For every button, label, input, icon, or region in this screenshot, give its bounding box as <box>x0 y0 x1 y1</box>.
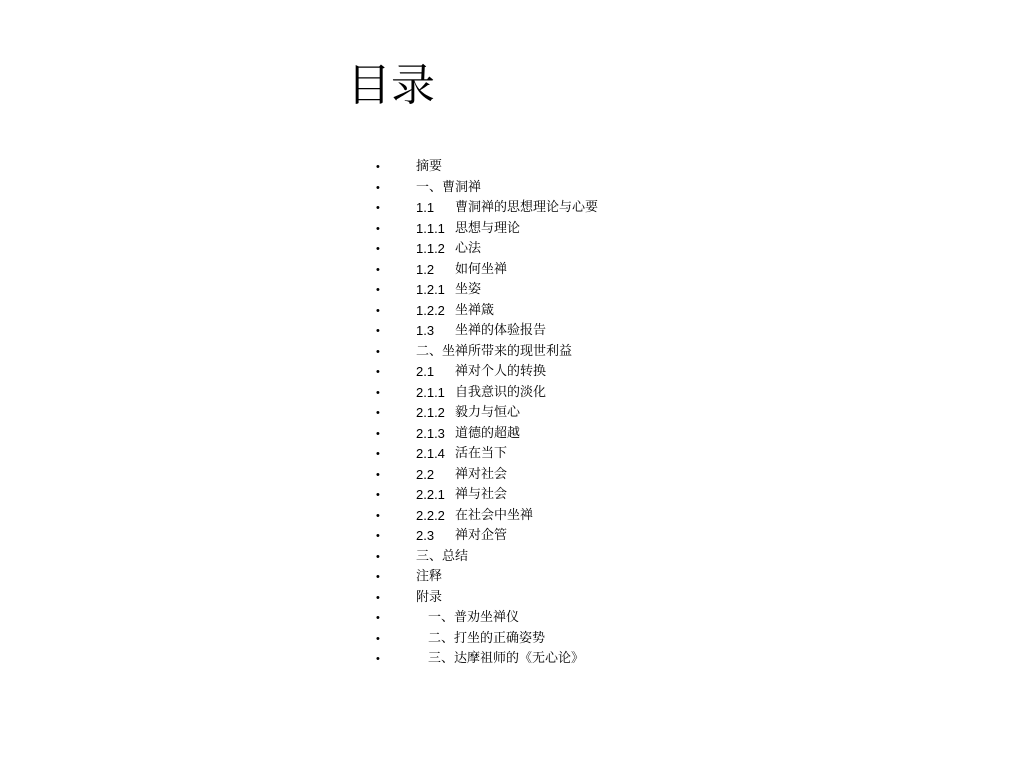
toc-entry-text: 二、坐禅所带来的现世利益 <box>416 343 573 359</box>
toc-entry-number: 1.1.2 <box>416 241 445 256</box>
toc-entry-text: 毅力与恒心 <box>455 405 521 420</box>
bullet-icon: • <box>376 407 380 419</box>
bullet-icon: • <box>376 161 380 173</box>
toc-entry-text: 注释 <box>416 569 443 584</box>
toc-entry-text: 禅对个人的转换 <box>455 364 547 379</box>
bullet-icon: • <box>376 489 380 501</box>
toc-entry-number: 1.2.2 <box>416 302 445 318</box>
bullet-icon: • <box>376 284 380 296</box>
bullet-icon: • <box>376 632 380 645</box>
toc-entry-text: 禅对社会 <box>455 466 508 482</box>
toc-entry-number: 1.3 <box>416 323 435 338</box>
toc-entry-text: 一、曹洞禅 <box>416 179 482 195</box>
toc-entry-text: 自我意识的淡化 <box>455 384 547 400</box>
toc-entry-number: 2.1.1 <box>416 384 445 400</box>
bullet-icon: • <box>376 243 380 255</box>
toc-entry-text: 坐禅箴 <box>455 302 495 318</box>
bullet-icon: • <box>376 222 380 235</box>
toc-entry-text: 一、普劝坐禅仪 <box>428 610 520 625</box>
toc-entry-text: 在社会中坐禅 <box>455 507 534 523</box>
toc-entry-number: 2.3 <box>416 528 435 543</box>
bullet-icon: • <box>376 345 380 358</box>
bullet-icon: • <box>376 366 380 378</box>
bullet-icon: • <box>376 509 380 522</box>
toc-entry-number: 1.2.1 <box>416 282 445 297</box>
toc-entry-text: 道德的超越 <box>455 425 521 441</box>
toc-entry-number: 2.2.1 <box>416 487 445 502</box>
bullet-icon: • <box>376 202 380 214</box>
toc-entry-text: 附录 <box>416 589 443 605</box>
bullet-icon: • <box>376 550 380 563</box>
toc-entry-text: 如何坐禅 <box>455 261 508 277</box>
toc-entry-number: 2.1.2 <box>416 405 445 420</box>
toc-entry-number: 2.2 <box>416 466 435 482</box>
toc-entry-number: 1.2 <box>416 261 435 277</box>
bullet-icon: • <box>376 263 380 276</box>
toc-entry-text: 摘要 <box>416 159 443 174</box>
bullet-icon: • <box>376 591 380 604</box>
toc-entry-number: 1.1 <box>416 200 435 215</box>
toc-entry-text: 思想与理论 <box>455 220 521 236</box>
toc-entry-number: 1.1.1 <box>416 220 445 236</box>
toc-entry-text: 曹洞禅的思想理论与心要 <box>455 200 599 215</box>
toc-entry-number: 2.2.2 <box>416 507 445 523</box>
toc-entry-number: 2.1.4 <box>416 446 445 461</box>
page-title: 目录 <box>347 60 435 111</box>
toc-entry-text: 三、达摩祖师的《无心论》 <box>428 651 585 666</box>
bullet-icon: • <box>376 325 380 337</box>
bullet-icon: • <box>376 448 380 460</box>
toc-entry-text: 活在当下 <box>455 446 508 461</box>
bullet-icon: • <box>376 612 380 624</box>
bullet-icon: • <box>376 530 380 542</box>
bullet-icon: • <box>376 386 380 399</box>
bullet-icon: • <box>376 304 380 317</box>
toc-entry-text: 坐姿 <box>455 282 482 297</box>
bullet-icon: • <box>376 653 380 665</box>
toc-entry-number: 2.1 <box>416 364 435 379</box>
bullet-icon: • <box>376 181 380 194</box>
bullet-icon: • <box>376 427 380 440</box>
toc-entry-text: 二、打坐的正确姿势 <box>428 630 546 646</box>
toc-entry-text: 心法 <box>455 241 482 256</box>
toc-entry-text: 三、总结 <box>416 548 469 564</box>
toc-entry-text: 禅与社会 <box>455 487 508 502</box>
toc-entry-text: 坐禅的体验报告 <box>455 323 547 338</box>
bullet-icon: • <box>376 468 380 481</box>
toc-entry-number: 2.1.3 <box>416 425 445 441</box>
bullet-icon: • <box>376 571 380 583</box>
toc-entry-text: 禅对企管 <box>455 528 508 543</box>
